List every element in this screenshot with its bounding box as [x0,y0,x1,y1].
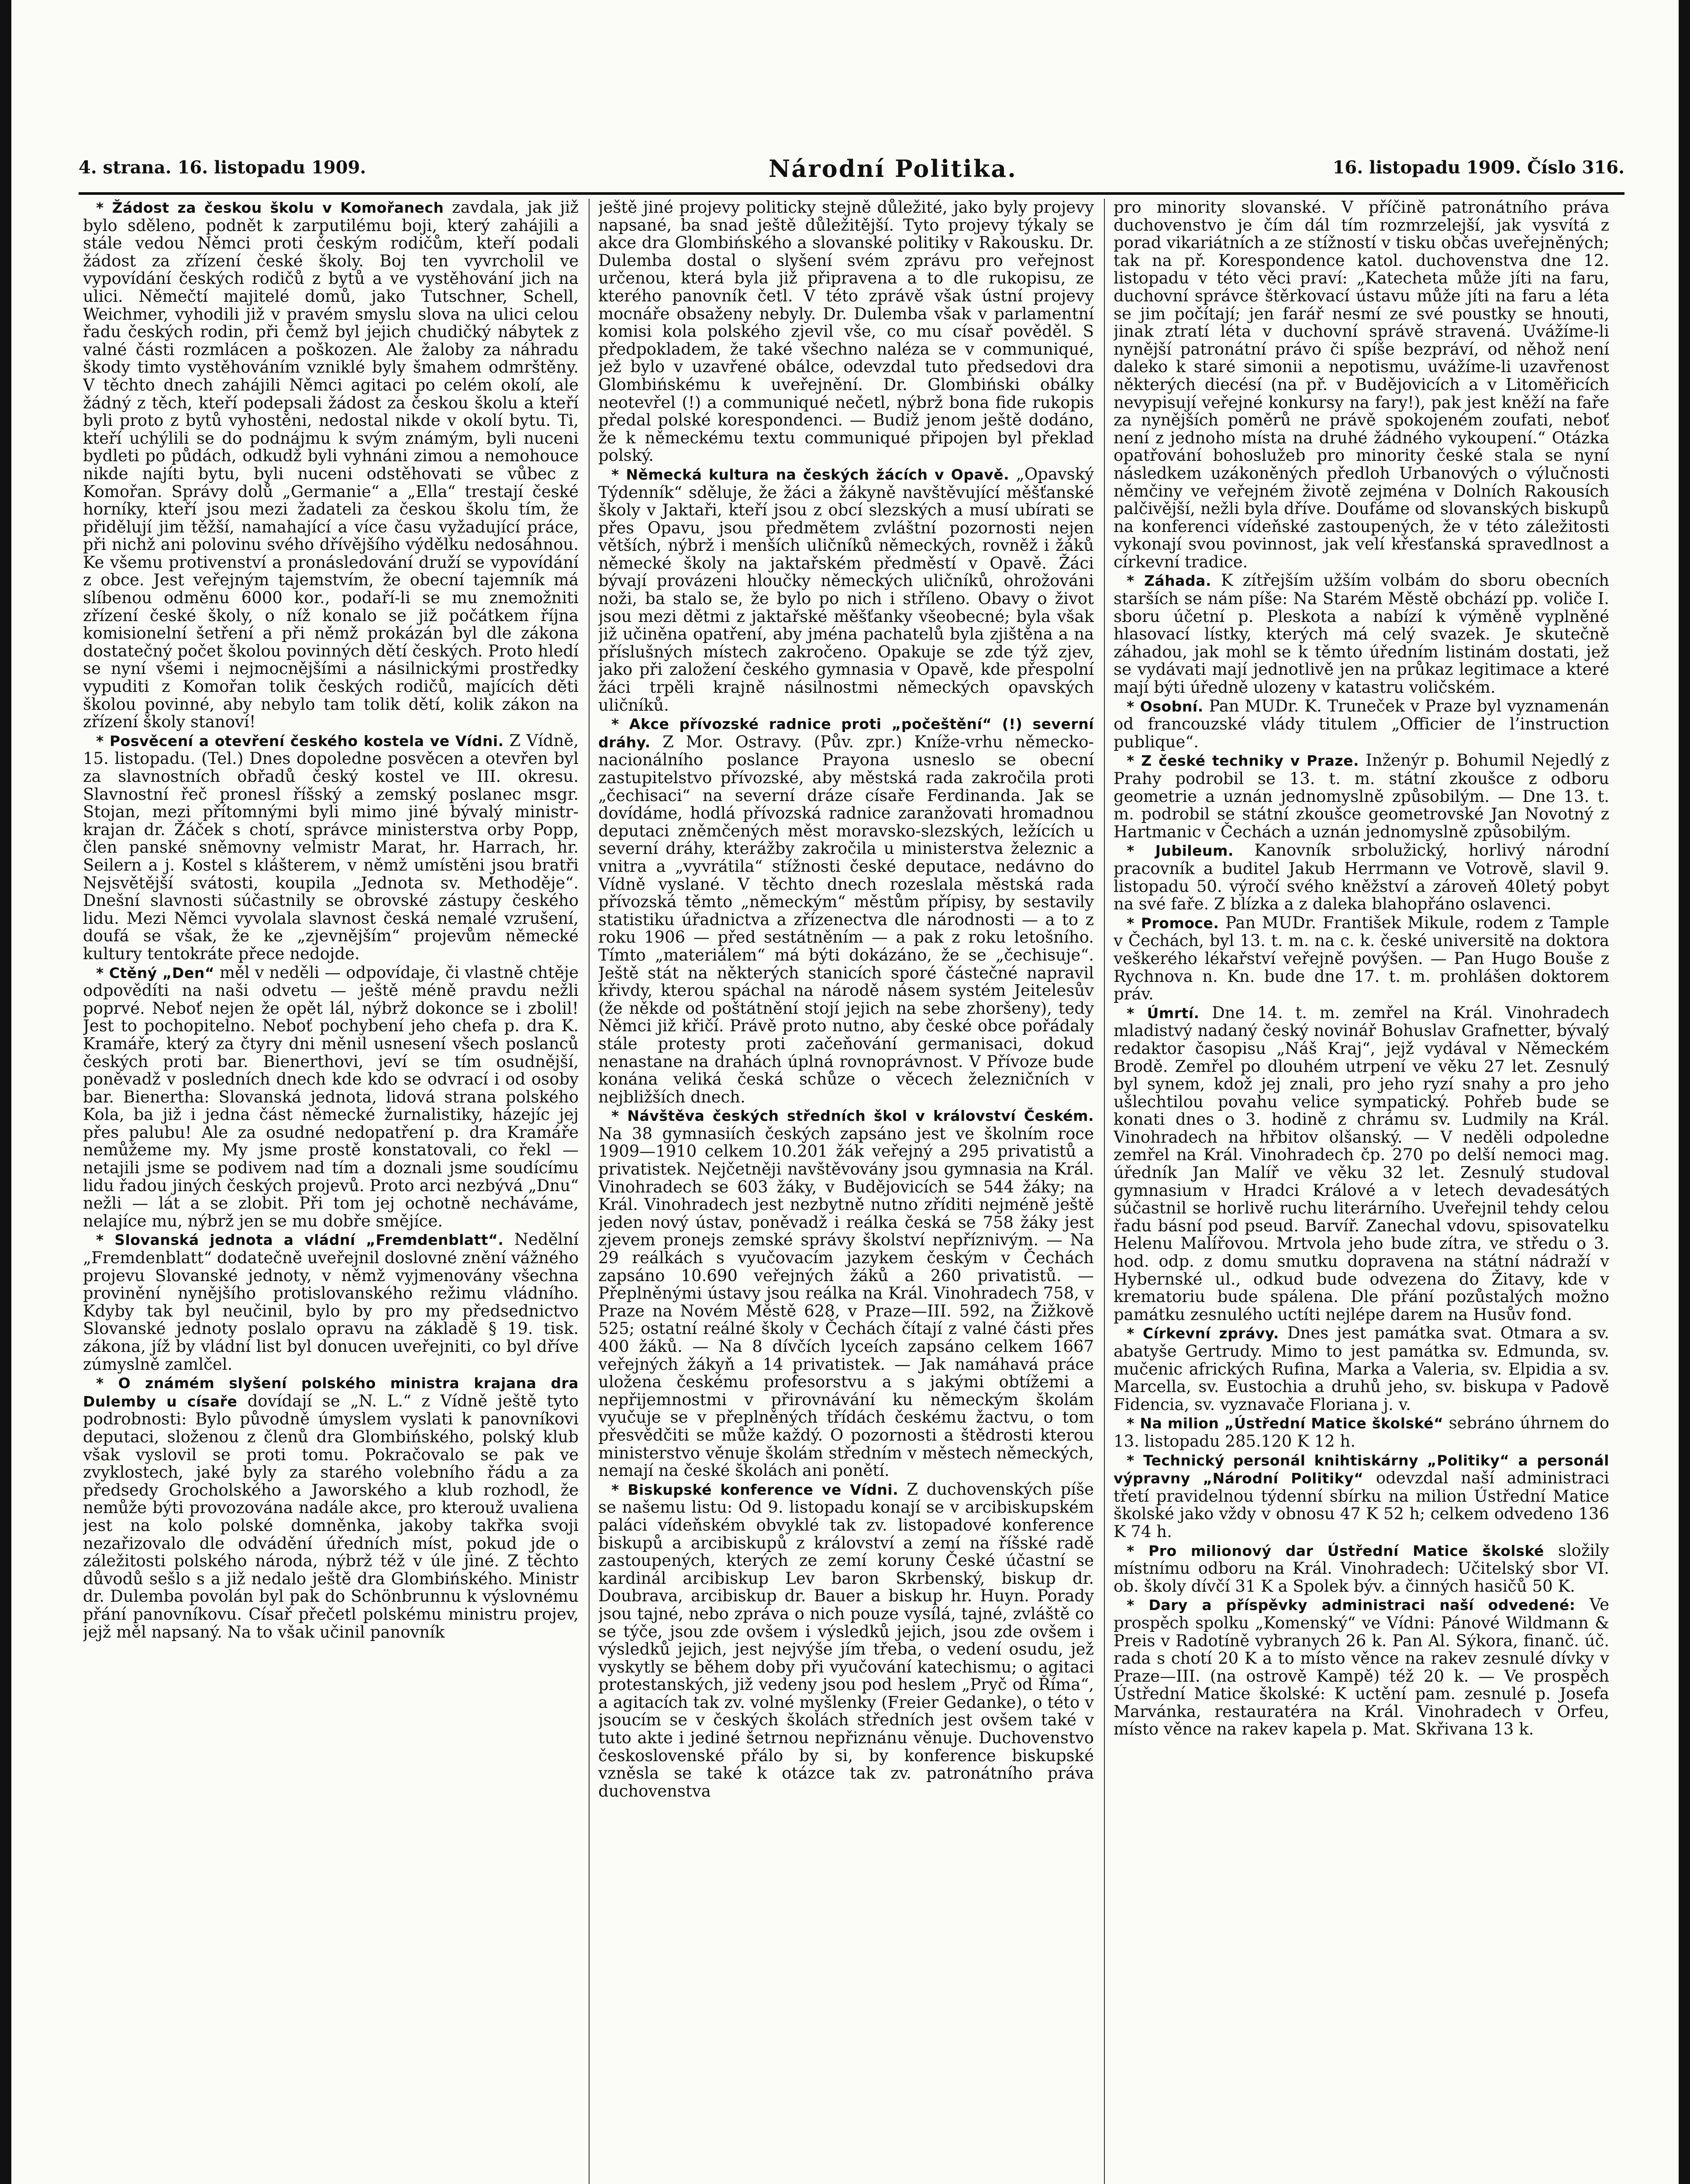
header-date-issue: 16. listopadu 1909. Číslo 316. [1332,157,1624,178]
article [83,1374,579,1641]
article-text: pro minority slovanské. V příčině patronátního práva duchovenstvo je čím dál tím rozmrzelejší, jak vysvítá z porad vikariátních a ze stížností v tisku občas uveřejněných; tak na př. Korespondence katol. duchovenstva dne 12. listopadu v této věci praví: „Katecheta může jíti na faru, duchovní správce štěrkovací ústavu může jíti na faru a léta se jim počítají; jen farář nesmí ze své poustky se hnouti, jinak ztratí léta v duchovní správě stravená. Uvážíme-li nynější patronátní právo či spíše bezpráví, od něhož není daleko k staré simonii a nepotismu, uvážíme-li uzavřenost některých diecésí (na př. v Budějovicích a v Litoměřicích nevypisují veřejné konkursy na fary!), pak jest kněží na faře za nynějších poměrů ne právě spokojeném zoufati, neboť není z jednoho místa na druhé žádného vykoupení.“ Otázka opatřování bohoslužeb pro minority české stala se nyní následkem uzákoněných předloh Urbanových o výlučnosti němčiny ve veřejném životě zejména v Dolních Rakousích palčivější, nežli byla dříve. Doufáme od slovanských biskupů na konferenci vídeňské zastoupených, že v této záležitosti vykonají svou povinnost, jak velí křesťanská spravedlnost a církevní tradice. [1114,199,1609,571]
article [1114,698,1609,751]
article-headline: * Záhada. [1127,572,1211,590]
article-headline: * Osobní. [1127,698,1204,715]
page-header [79,157,1624,188]
article-text: odevzdal naší administraci třetí pravidelnou týdenní sbírku na milion Ústřední Matice školské jako vždy v obnosu 47 K 52 h; celkem odvedeno 136 K 74 h. [1114,1469,1609,1541]
article-text: Inženýr p. Bohumil Nejedlý z Prahy podrobil se 13. t. m. státní zkoušce z odboru geometrie a uznán jednomyslně způsobilým. — Dne 13. t. m. podrobil se státní zkoušce geometrovské Jan Novotný z Hartmanic v Čechách a uznán jednomyslně způsobilým. [1114,751,1609,841]
article [598,1481,1094,1800]
article [1114,914,1609,1003]
article-headline: * Návštěva českých středních škol v království Českém. [611,1107,1094,1125]
article [83,964,579,1230]
article [83,732,579,963]
article-headline: * Německá kultura na českých žácích v Opavě. [611,466,1010,483]
article-text: Z Mor. Ostravy. (Pův. zpr.) Kníže-vrhu německo-nacionálního poslance Prayona usneslo se obecní zastupitelstvo přívozské, aby městská rada zakročila proti „čechisaci“ na severní dráze císaře Ferdinanda. Jak se dovídáme, hodlá přívozská radnice zaranžovati hromadnou deputaci zněmčených měst moravsko-slezských, ležících u severní dráhy, kterážby zakročila u ministerstva železnic a vnitra a „vyvrátila“ stížnosti české deputace, nedávno do Vídně vyslané. V těchto dnech rozeslala městská rada přívozská těmto „německým“ městům přípisy, by sestavily statistiku úřadnictva a zřízenectva dle národnosti — a to z roku 1906 — před sestátněním — a pak z roku letošního. Tímto „materiálem“ má býti dokázáno, že se „čechisuje“. Ještě stát na některých stanicích sporé částečné napravil křivdy, kterou spáchal na národě násem systém Jeitelesův (že někde od poštátnění stojí jejich na sebe zhoršeny), tedy Němci již křičí. Právě proto nutno, aby české obce pořádaly stále protesty proti začeňování germanisaci, dokud nenastane na drahách úplná rovnoprávnost. V Přívoze bude konána veliká česká schůze o věcech železničních v nejbližších dnech. [598,732,1094,1106]
article-text: Ve prospěch spolku „Komenský“ ve Vídni: Pánové Wildmann & Preis v Radotíně vybranych 26 k. Pan Al. Sýkora, finanč. úč. rada s chotí 20 K a to místo věnce na rakev zesnulé dívky v Praze—III. (na ostrově Kampě) též 20 k. — Ve prospěch Ústřední Matice školské: K uctění pam. zesnulé p. Josefa Marvánka, restauratéra na Král. Vinohradech v Orfeu, místo věnce na rakev kapela p. Mat. Skřivana 13 k. [1114,1595,1609,1739]
article-text: K zítřejším užším volbám do sboru obecních starších se nám píše: Na Starém Městě obchází pp. voliče I. sboru účetní p. Pleskota a nabízí k výměně vyplněné hlasovací lístky, kterých má celý svazek. Je skutečně záhadou, jak mohl se k těmto úředním listinám dostati, jež se vydávati mají jednotlivě jen na průkaz legitimace a které mají býti úředně ulozeny v katastru voličském. [1114,571,1609,697]
article-headline: * Ctěný „Den“ [96,964,215,981]
article-headline: * Posvěcení a otevření českého kostela ve Vídni. [96,732,504,750]
article-text: dovídají se „N. L.“ z Vídně ještě tyto podrobnosti: Bylo původně úmyslem vyslati k panovníkovi deputaci, složenou z členů dra Glombińského, polský klub však vyslovil se proti tomu. Pokračovalo se pak ve zvyklostech, jaké byly za starého volebního řádu a za předsedy Grocholského a Jaworského a klub rozhodl, že nemůže býti provozována nadále akce, pro kterouž uvaliena jest na kolo polské domněnka, jakoby takřka svoji nezařizovalo dle odvádění úředních míst, pokud jde o záležitosti polského národa, nýbrž též v úle jiné. Z těchto důvodů sešlo s a již nedalo ještě dra Glombińského. Ministr dr. Dulemba povolán byl pak do Schönbrunnu k výslovnému přání panovníkovu. Císař přečetl polskému ministru projev, jejž měl napsaný. Na to však učinil panovník [83,1391,579,1641]
article [1114,1324,1609,1413]
article-headline: * Z české techniky v Praze. [1127,752,1359,770]
article-headline: * Církevní zprávy. [1127,1325,1279,1342]
article-headline: * Jubileum. [1127,842,1234,860]
column-divider [589,199,590,2184]
article-headline: * Slovanská jednota a vládní „Fremdenblatt“. [96,1231,504,1249]
header-rule [79,192,1624,195]
column-1 [83,199,579,2184]
article [1114,1414,1609,1450]
article-headline: * Promoce. [1127,914,1219,932]
article-headline: * O známém slyšení polského ministra krajana dra Dulemby u císaře [83,1375,579,1410]
column-2 [598,199,1094,2184]
column-3 [1114,199,1609,2184]
article [598,1107,1094,1479]
article [598,715,1094,1106]
article-text: složily místnímu odboru na Král. Vinohradech: Učitelský sbor VI. ob. školy dívčí 31 K a Spolek býv. a činných hasičů 50 K. [1114,1541,1609,1596]
article [83,1231,579,1373]
article [83,199,579,731]
article-headline: * Na milion „Ústřední Matice školské“ [1127,1415,1444,1432]
article [1114,199,1609,571]
article-text: sebráno úhrnem do 13. listopadu 285.120 K 12 h. [1114,1413,1609,1451]
article-headline: * Akce přívozské radnice proti „počeštění“ (!) severní dráhy. [598,715,1094,751]
article [1114,1596,1609,1738]
article [1114,842,1609,913]
article-text: ještě jiné projevy politicky stejně důležité, jako byly projevy napsané, ba snad ještě důležitější. Tyto projevy týkaly se akce dra Glombińského a slovanské politiky v Rakousku. Dr. Dulemba dostal o slyšení svém zprávu pro veřejnost určenou, která byla již připravena a to dle rukopisu, ze kterého panovník četl. V této zprávě však ústní projevy mocnáře obsaženy nebyly. Dr. Dulemba však v parlamentní komisi kola polského zjevil vše, co mu císař pověděl. S předpokladem, že také všechno naléza se v communiqué, jež bylo v uzavřené obálce, odevzdal tuto předsedovi dra Glombińskému k uveřejnění. Dr. Glombiński obálky neotevřel (!) a communiqué nečetl, nýbrž bona fide rukopis předal polské korespondenci. — Budiž jenom ještě dodáno, že k německému textu communiqué připojen byl překlad polský. [598,199,1094,465]
article-text: Pan MUDr. František Mikule, rodem z Tample v Čechách, byl 13. t. m. na c. k. české universitě na doktora veškerého lékařství veřejně povýšen. — Pan Hugo Bouše z Rychnova n. Kn. bude dne 17. t. m. prohlášen doktorem práv. [1114,913,1609,1004]
article-text: Dne 14. t. m. zemřel na Král. Vinohradech mladistvý nadaný český novinář Bohuslav Grafnetter, bývalý redaktor časopisu „Náš Kraj“, jejž vydával v Německém Brodě. Zemřel po dlouhém utrpení ve věku 27 let. Zesnulý byl synem, kdož jej znali, pro jeho ryzí snahy a pro jeho ušlechtilou povahu velice sympatický. Pohřeb bude se konati dnes o 3. hodině z chrámu sv. Ludmily na Král. Vinohradech na hřbitov olšanský. — V neděli odpoledne zemřel na Král. Vinohradech čp. 270 po delší nemoci mag. úředník Jan Malíř ve věku 32 let. Zesnulý studoval gymnasium v Hradci Králové a v letech devadesátých súčastnil se horlivě ruchu literárního. Uveřejnil tehdy celou řadu básní pod pseud. Barvíř. Zanechal vdovu, spisovatelku Helenu Malířovou. Mrtvola jeho bude zítra, ve středu o 3. hod. odp. z domu smutku dopravena na státní nádraží v Hybernské ul., odkud bude odvezena do Žitavy, kde v krematoriu bude spálena. Dle přání pozůstalých možno památku zesnulého uctíti nejlépe darem na Husův fond. [1114,1003,1609,1324]
article [1114,572,1609,696]
article-text: Kanovník srbolužický, horlivý národní pracovník a buditel Jakub Herrmann ve Votrově, slavil 9. listopadu 50. výročí svého kněžství a zároveň 40letý pobyt na své faře. Z blízka a z daleka blahopřáno oslavenci. [1114,841,1609,914]
masthead-title: Národní Politika. [769,155,1017,183]
article [1114,1542,1609,1596]
article-headline: * Biskupské konference ve Vídni. [611,1481,899,1498]
article-text: Dnes jest památka svat. Otmara a sv. abatyše Gertrudy. Mimo to jest památka sv. Edmunda, sv. mučenic afrických Rufina, Marka a Valeria, sv. Elpidia a sv. Marcella, sv. Eustochia a druhů jeho, sv. biskupa v Padově Fidencia, sv. vyznavače Floriana j. v. [1114,1324,1609,1414]
article-headline: * Úmrtí. [1127,1004,1200,1022]
article-text: zavdala, jak již bylo sděleno, podnět k zarputilému boji, který zahájili a stále vedou Němci proti českým rodičům, kteří podali žádost za zřízení české školy. Boj ten vyvrcholil ve vypovídání českých rodičů z bytů a ve vystěhování jich na ulici. Němečtí majitelé domů, jako Tutschner, Schell, Weichmer, vyhodili již v pravém smyslu slova na ulici celou řadu českých rodin, při čemž byl jejich chudičký nábytek z valné části rozmlácen a poškozen. Ale žaloby za náhradu škody timto vystěhováním vzniklé byly šmahem odmrštěny. V těchto dnech zahájili Němci agitaci po celém okolí, ale žádný z těch, kteří podepsali žádost za českou školu a kteří byli proto z bytů vyhostěni, nedostal nikde v okolí bytu. Ti, kteří uchýlili se do podnájmu k svým známým, byli nuceni bydleti po půdách, odkudž byli vyhnáni zimou a nemohouce nikde najíti bytu, byli nuceni odstěhovati se vůbec z Komořan. Správy dolů „Germanie“ a „Ella“ trestají české horníky, kteří jsou mezi žadateli za českou školu tím, že přidělují jim těžší, namahající a více času vyžadující práce, při nichž ani polovinu svého dřívějšího výdělku nedosáhnou. Ke všemu protivenství a pronásledování druží se vypovídání z obce. Jest veřejným tajemstvím, že obecní tajemník má slíbenou odměnu 6000 kor., podaří-li se mu znemožniti zřízení české školy, o níž konalo se již počátkem října komisionelní šetření a při němž prokázán byl dle zákona dostatečný počet školou povinných dětí českých. Proto hledí se nyní všemi i nejmocnějšími a násilnickými prostředky vypuditi z Komořan tolik českých rodičů, majících děti školou povinné, aby nebylo tam tolik dětí, kolik zákon na zřízení školy stanoví! [83,199,579,732]
article-text: „Opavský Týdenník“ sděluje, že žáci a žákyně navštěvující měšťanské školy v Jaktaři, kteří jsou z obcí slezských a musí ubírati se přes Opavu, jsou předmětem zvláštní pozornosti nejen větších, nýbrž i menších uličníků německých, rovněž i žáků německé školy na jaktařském předměstí v Opavě. Žáci bývají provázeni hloučky německých uličníků, ohrožováni noži, ba stalo se, že bylo po nich i stříleno. Obavy o život jsou mezi dětmi z jaktařské měšťanky všeobecné; byla však již učiněna opatření, aby jména pachatelů byla zjištěna a na příslušných místech zakročeno. Opakuje se zde týž zjev, jako při založení českého gymnasia v Opavě, kde přespolní žáci trpěli krajně násilnostmi německých opavských uličníků. [598,464,1094,715]
article-headline: * Technický personál knihtiskárny „Politiky“ a personál výpravny „Národní Politiky“ [1114,1451,1609,1487]
scan-edge-left [0,0,11,2184]
article [1114,1451,1609,1541]
article [1114,752,1609,841]
article-text: Na 38 gymnasiích českých zapsáno jest ve školním roce 1909—1910 celkem 10.201 žák veřejný a 295 privatistů a privatistek. Nejčetněji navštěvovány jsou gymnasia na Král. Vinohradech se 603 žáky, v Budějovicích se 544 žáky; na Král. Vinohradech jest nezbytně nutno zříditi nejméně ještě jeden nový ústav, poněvadž i reálka česká se 758 žáky jest zjevem pronejs zemské správy školství nepříznivým. — Na 29 reálkách s vyučovacím jazykem českým v Čechách zapsáno 10.690 veřejných žáků a 260 privatistů. — Přeplněnými ústavy jsou reálka na Král. Vinohradech 758, v Praze na Novém Městě 628, v Praze—III. 592, na Žižkově 525; ostatní reálné školy v Čechách čítají z valné části přes 400 žáků. — Na 8 dívčích lyceích zapsáno celkem 1667 veřejných žákyň a 14 privatistek. — Jak namáhavá práce uložena českému profesorstvu a s jakými obtížemi a nepřijemnostmi v přirovnávání ku německým školám vyučuje se v přeplněných třídách českému žactvu, o tom přesvědčiti se může každý. O pozornosti a štědrosti kterou ministerstvo věnuje školám středním v městech německých, nemají na české školách ani ponětí. [598,1124,1094,1480]
scan-edge-right [1679,0,1690,2184]
article-headline: * Dary a příspěvky administraci naší odvedené: [1127,1597,1576,1614]
article [598,466,1094,714]
article-text: Z Vídně, 15. listopadu. (Tel.) Dnes dopoledne posvěcen a otevřen byl za slavnostních obřadů český kostel ve III. okresu. Slavnostní řeč pronesl říšský a zemský poslanec msgr. Stojan, mezi přítomnými byli mimo jiné bývalý ministr-krajan dr. Žáček s chotí, správce ministerstva orby Popp, člen panské sněmovny velmistr Marat, hr. Harrach, hr. Seilern a j. Kostel s klášterem, v němž umístěni jsou bratři Nejsvětější svátosti, koupila „Jednota sv. Methoděje“. Dnešní slavnosti súčastnily se obrovské zástupy českého lidu. Mezi Němci vyvolala slavnost česká nemalé vzrušení, doufá se však, že ke „zjevnějším“ projevům německé kultury tentokráte přece nedojde. [83,731,579,963]
column-divider [1104,199,1105,2184]
article-text: Pan MUDr. K. Truneček v Praze byl vyznamenán od francouzské vlády titulem „Officier de l’instruction publique“. [1114,696,1609,751]
article-text: Z duchovenských píše se našemu listu: Od 9. listopadu konají se v arcibiskupském paláci vídeňském obvyklé tak zv. listopadové konference biskupů a arcibiskupů z království a zemí na říšské radě zastoupených, kterých ze zemí koruny České účastní se kardinál arcibiskup Lev baron Skrbenský, biskup dr. Doubrava, arcibiskup dr. Bauer a biskup hr. Huyn. Porady jsou tajné, nebo zpráva o nich pouze vysílá, tajné, zvláště co se týče, jsou zde ovšem i výsledků jejich, jsou zde ovšem i výsledků jejich, jest nejvýše jím třeba, o vedení osudu, jež vyskytly se během doby při vyučování katechismu; o agitaci protestanských, již vedeny jsou pod heslem „Pryč od Říma“, a agitacích tak zv. volné myšlenky (Freier Gedanke), o této v jsoucím se v českých školách středních jest ovšem také v tuto akte i jediné šetrnou nepřiznánu věnuje. Duchovenstvo československé přálo by si, by konference biskupské vzněsla se také k otázce tak zv. patronátního práva duchovenstva [598,1479,1094,1800]
article-headline: * Pro milionový dar Ústřední Matice školské [1127,1542,1544,1559]
article-text: měl v neděli — odpovídaje, či vlastně chtěje odpovědíti na naši odvetu — ještě méně pravdu nežli poprvé. Neboť nejen že opět lál, nýbrž dokonce se i zbolil! Jest to pochopitelno. Neboť pochybení jeho chefa p. dra K. Kramáře, který za čtyry dni měnil usnesení všech poslanců českých proti bar. Bienerthovi, jeví se tím osudnější, poněvadž v posledních dnech kde kdo se odvrací i od osoby bar. Bienertha: Slovanská jednota, lidová strana polského Kola, ba již i jedna část německé žurnalistiky, házejíc jej přes palubu! Ale za osudné nedopatření p. dra Kramáře nemůžeme my. My jsme prostě konstatovali, co řekl — netajili jsme se podivem nad tím a doznali jsme soudícímu lidu řadou jiných českých projevů. Proto arci nezbývá „Dnu“ nežli — lát a se zlobit. Při tom jej ochotně necháváme, nelajíce mu, nýbrž jen se mu dobře smějíce. [83,963,579,1230]
article-headline: * Žádost za českou školu v Komořanech [96,199,444,216]
header-date-left: 4. strana. 16. listopadu 1909. [79,157,366,178]
article-text: Nedělní „Fremdenblatt“ dodatečně uveřejnil doslovné znění vážného projevu Slovanské jednoty, v němž vyjmenovány všechna provinění nynějšího protislovanského režimu vládního. Kdyby tak byl neučinil, bylo by pro my předsednictvo Slovanské jednoty poslalo opravu na základě § 19. tisk. zákona, jíž by vládní list byl donucen uveřejniti, co byl dříve zúmyslně zamlčel. [83,1230,579,1374]
article [1114,1004,1609,1324]
article [598,199,1094,465]
